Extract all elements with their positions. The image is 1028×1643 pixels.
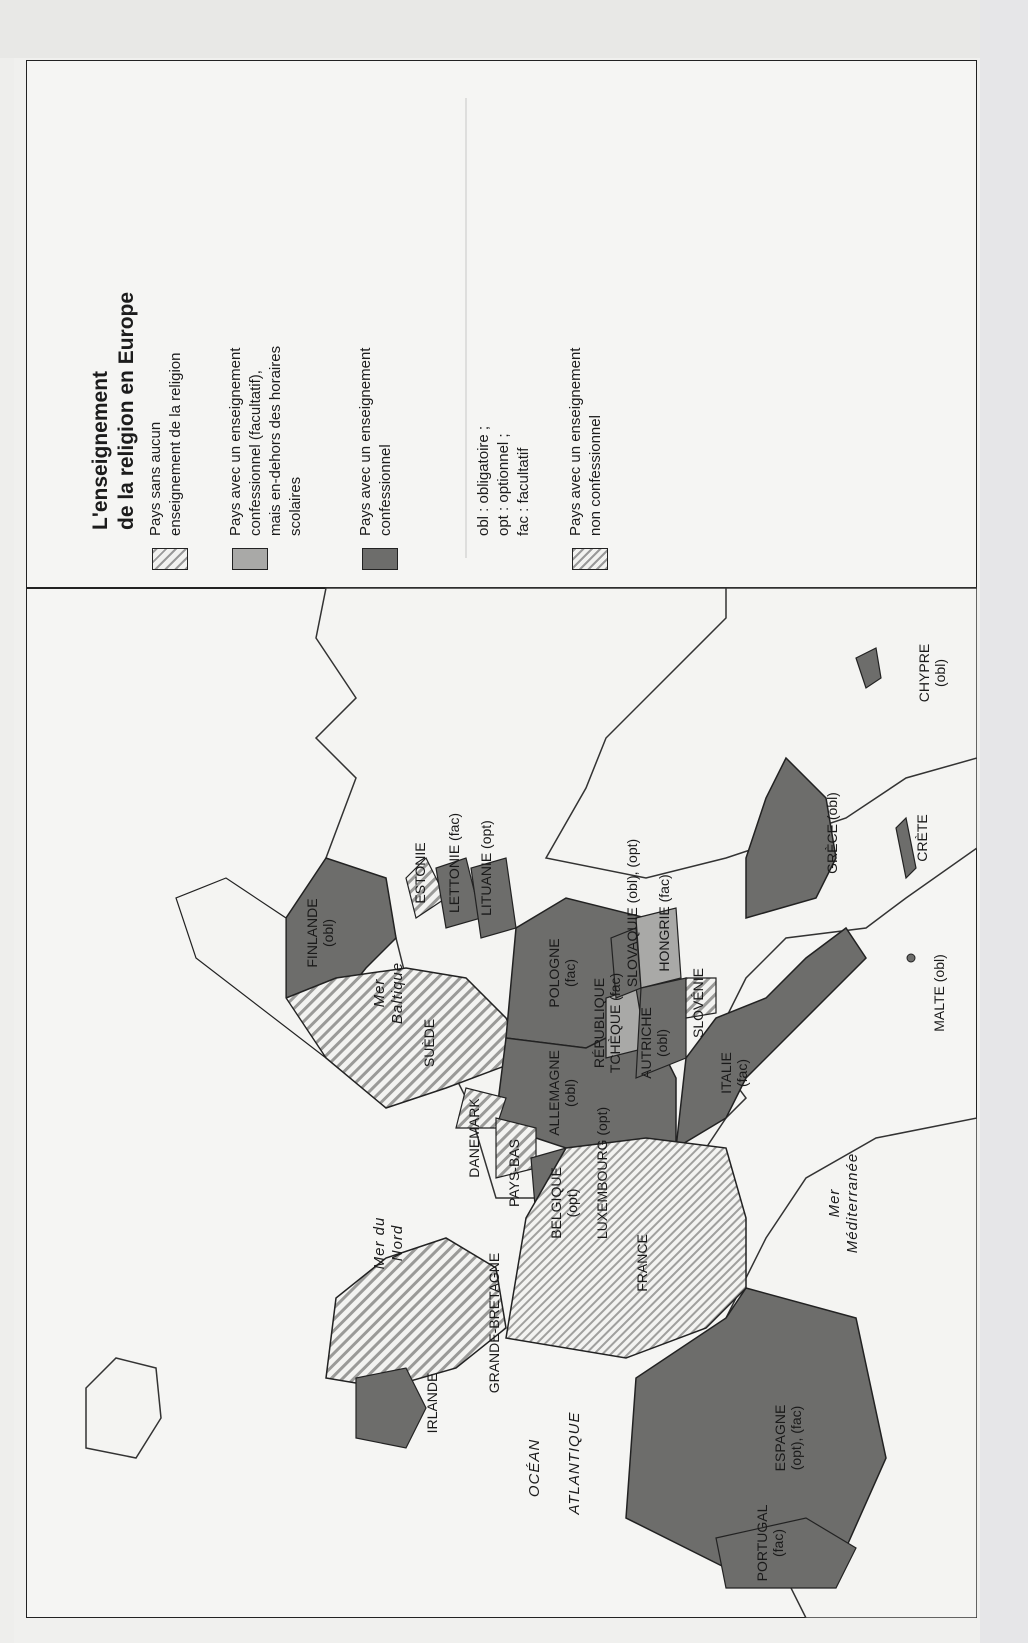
legend-item-conf <box>356 100 398 570</box>
legend-text-conf: Pays avec un enseignement confessionnel <box>357 347 394 536</box>
label-allemagne: ALLEMAGNE (obl) <box>546 1050 578 1136</box>
label-autriche: AUTRICHE (obl) <box>638 1007 670 1079</box>
label-atlantique: ATLANTIQUE <box>566 1411 583 1515</box>
label-luxembourg: LUXEMBOURG (opt) <box>594 1106 610 1240</box>
label-mer-mediterranee: Mer Méditerranée <box>826 1152 861 1254</box>
label-portugal: PORTUGAL (fac) <box>754 1504 786 1582</box>
label-mer-baltique: Mer Baltique <box>371 961 406 1025</box>
label-mer-du-nord: Mer du Nord <box>371 1216 406 1270</box>
label-irlande: IRLANDE <box>424 1372 440 1434</box>
label-espagne: ESPAGNE (opt), (fac) <box>772 1404 804 1472</box>
legend-item-nonconf <box>566 100 608 570</box>
label-finlande: FINLANDE (obl) <box>304 898 336 968</box>
label-slovenie: SLOVÉNIE <box>690 967 706 1039</box>
label-slovaquie: SLOVAQUIE (obl), (opt) <box>624 838 640 988</box>
label-france: FRANCE <box>634 1234 650 1292</box>
label-grande-bretagne: GRANDE-BRETAGNE <box>486 1252 502 1394</box>
legend-title-line2: de la religion en Europe <box>115 291 138 530</box>
label-suede: SUÈDE <box>421 1018 437 1068</box>
legend-title <box>88 110 140 530</box>
label-hongrie: HONGRIE (fac) <box>656 874 672 972</box>
legend-text-none: Pays sans aucun enseignement de la religion <box>147 352 184 536</box>
label-malte: MALTE (obl) <box>931 954 947 1032</box>
fine-hatch-swatch-icon <box>572 548 608 570</box>
rotated-map-panel <box>26 60 977 1618</box>
label-chypre: CHYPRE (obl) <box>916 643 948 703</box>
hatch-swatch-icon <box>152 548 188 570</box>
label-danemark: DANEMARK <box>466 1098 482 1178</box>
label-lituanie: LITUANIE (opt) <box>478 820 494 916</box>
label-italie: ITALIE (fac) <box>718 1052 750 1094</box>
label-pologne: POLOGNE (fac) <box>546 938 578 1008</box>
label-pays-bas: PAYS-BAS <box>506 1139 522 1207</box>
label-belgique: BELGIQUE (opt) <box>548 1167 580 1239</box>
label-estonie: ESTONIE <box>412 842 428 904</box>
shape-malte <box>907 954 915 962</box>
legend-item-fac <box>226 100 306 570</box>
dark-grey-swatch-icon <box>362 548 398 570</box>
label-ocean: OCÉAN <box>526 1438 543 1498</box>
legend-text-fac: Pays avec un enseignement confessionnel (facultatif), mais en-dehors des horaires scolaires <box>227 345 304 536</box>
label-grece: GRÈCE (obl) <box>824 792 840 874</box>
legend-abbreviations: obl : obligatoire ; opt : optionnel ; fac : facultatif <box>475 425 532 536</box>
legend-title-line1: L'enseignement <box>89 370 112 530</box>
label-republique-tcheque: RÉPUBLIQUE TCHÈQUE (fac) <box>591 972 623 1074</box>
label-lettonie: LETTONIE (fac) <box>446 812 462 914</box>
label-crete: CRÈTE <box>914 814 930 862</box>
legend-item-none <box>146 100 188 570</box>
light-grey-swatch-icon <box>232 548 268 570</box>
legend-text-nonconf: Pays avec un enseignement non confessionnel <box>567 347 604 536</box>
